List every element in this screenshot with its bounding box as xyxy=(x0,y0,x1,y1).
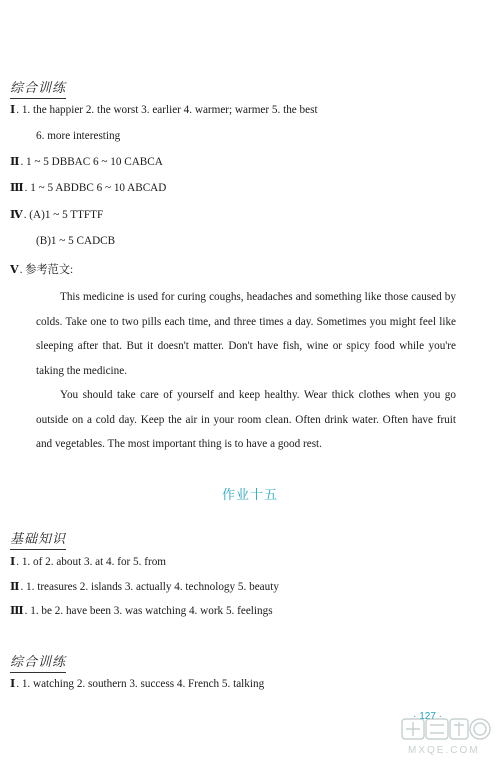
section-heading-text: 基础知识 xyxy=(10,532,67,547)
answer-line xyxy=(10,604,273,618)
answer-line xyxy=(10,677,264,691)
heading-underline xyxy=(10,549,66,550)
answer-line xyxy=(10,103,318,117)
section-heading-text: 综合训练 xyxy=(10,655,67,670)
essay-paragraph-1 xyxy=(36,285,456,383)
section-heading-text: 综合训练 xyxy=(10,81,67,96)
section-heading-practice-2 xyxy=(10,651,66,670)
essay-paragraph-2 xyxy=(36,383,456,457)
answer-text: . 1. treasures 2. islands 3. actually 4. technology 5. beauty xyxy=(20,581,279,593)
answer-line xyxy=(36,129,120,143)
answer-line xyxy=(10,580,279,594)
page-number: · 127 · xyxy=(413,711,442,722)
answer-text: . (A)1 ~ 5 TTFTF xyxy=(23,209,104,221)
answer-text: . 1. of 2. about 3. at 4. for 5. from xyxy=(16,556,166,568)
answer-text: . 1 ~ 5 DBBAC 6 ~ 10 CABCA xyxy=(20,156,163,168)
answer-text: . 1 ~ 5 ABDBC 6 ~ 10 ABCAD xyxy=(24,182,167,194)
answer-text: (B)1 ~ 5 CADCB xyxy=(36,235,116,247)
answer-line xyxy=(36,234,115,248)
answer-line xyxy=(10,208,103,222)
roman-numeral: Ⅰ xyxy=(10,556,16,568)
answer-text: . 1. the happier 2. the worst 3. earlier 4. warmer; warmer 5. the best xyxy=(16,104,318,116)
answer-line xyxy=(10,263,73,277)
answer-text: . 1. be 2. have been 3. was watching 4. work 5. feelings xyxy=(24,605,273,617)
roman-numeral: Ⅱ xyxy=(10,156,20,168)
section-heading-practice xyxy=(10,77,66,96)
roman-numeral: Ⅱ xyxy=(10,581,20,593)
answer-text: . 1. watching 2. southern 3. success 4. French 5. talking xyxy=(16,678,265,690)
roman-numeral: Ⅰ xyxy=(10,678,16,690)
roman-numeral: Ⅲ xyxy=(10,182,24,194)
roman-numeral: Ⅴ xyxy=(10,264,19,276)
answer-line xyxy=(10,181,166,195)
essay-text: You should take care of yourself and keep healthy. Wear thick clothes when you go outside on a cold day. Keep the air in your room clean. Often drink water. Often have fruit and vegetables. The most important thing is to have a good rest. xyxy=(36,389,456,450)
answer-text: 6. more interesting xyxy=(36,130,121,142)
answer-line xyxy=(10,555,166,569)
watermark-text: MXQE.COM xyxy=(408,745,480,756)
roman-numeral: Ⅰ xyxy=(10,104,16,116)
roman-numeral: Ⅲ xyxy=(10,605,24,617)
essay-text: This medicine is used for curing coughs, headaches and something like those caused by colds. Take one to two pills each time, and three times a day. Sometimes you might feel like sleeping after that. But it doesn't matter. Don't have fish, wine or spicy food while you're taking the medicine. xyxy=(36,291,456,377)
heading-underline xyxy=(10,672,66,673)
answer-line xyxy=(10,155,163,169)
heading-underline xyxy=(10,98,66,99)
part-title: 作业十五 xyxy=(221,488,278,503)
section-heading-basics xyxy=(10,528,66,547)
watermark-logo xyxy=(398,716,496,758)
answer-text: . 参考范文: xyxy=(19,264,74,276)
roman-numeral: Ⅳ xyxy=(10,209,23,221)
